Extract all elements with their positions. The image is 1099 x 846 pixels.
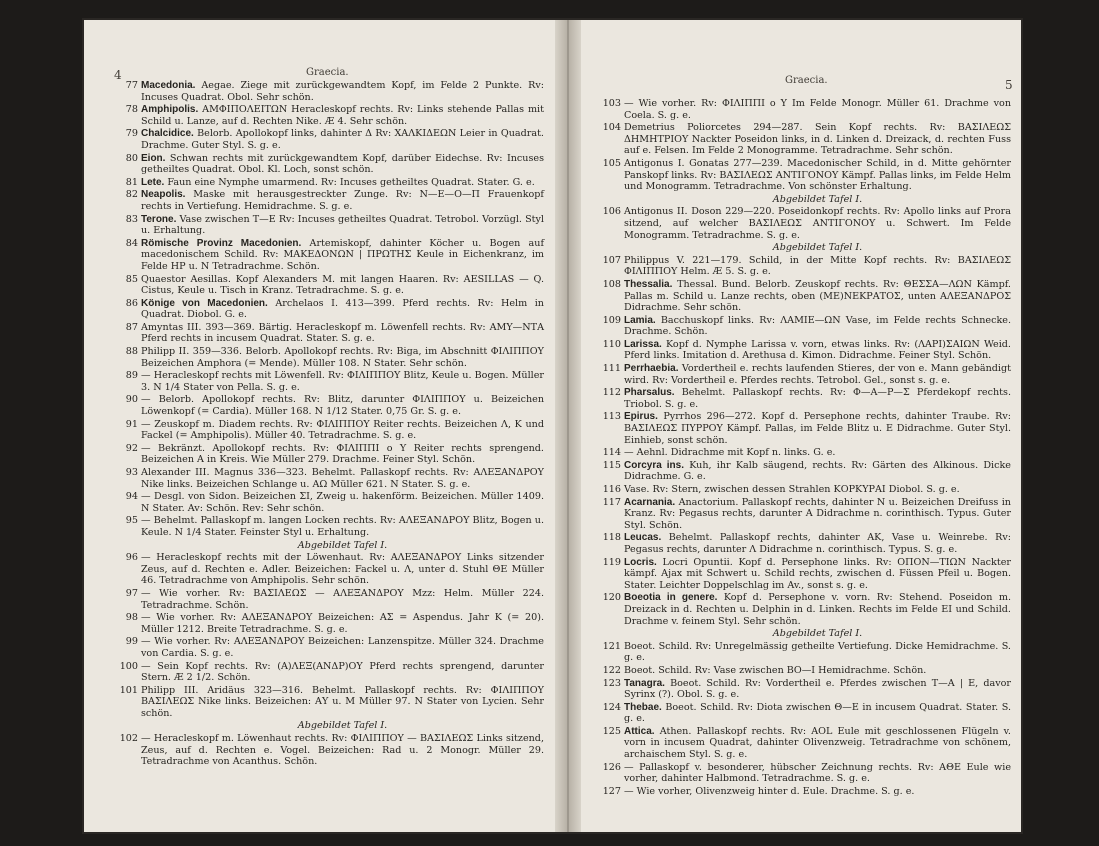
entry-number: 89 xyxy=(125,370,138,382)
catalog-entry xyxy=(597,532,1011,555)
catalog-entry xyxy=(114,443,544,466)
entry-description xyxy=(141,322,544,345)
entry-description xyxy=(141,274,544,297)
catalog-entry xyxy=(597,158,1011,193)
catalog-entry xyxy=(597,279,1011,314)
catalog-entry xyxy=(597,255,1011,278)
entry-heading: Chalcidice. xyxy=(141,128,194,140)
entry-number: 109 xyxy=(602,314,621,326)
entry-number: 93 xyxy=(125,467,138,478)
entry-number: 92 xyxy=(125,442,138,454)
entry-number: 94 xyxy=(125,491,138,503)
entry-number: 123 xyxy=(602,677,621,689)
page-number: 4 xyxy=(114,68,122,82)
catalog-entry xyxy=(597,315,1011,338)
left-page xyxy=(84,20,555,832)
entry-number: 108 xyxy=(602,278,621,290)
catalog-entry xyxy=(114,612,544,635)
entry-text: Pyrrhos 296—272. Kopf d. Persephone rechts, dahinter Traube. Rv: ΒΑΣΙΛΕΩΣ ΠΥΡΡΟΥ Kämpf. Pallas, im Felde Blitz u. E Didrachme. Guter Styl. Einhieb, sonst schön. xyxy=(624,411,1011,446)
catalog-entry xyxy=(114,370,544,393)
catalog-entry xyxy=(597,726,1011,761)
catalog-entry xyxy=(114,588,544,611)
entry-description xyxy=(624,641,1011,664)
catalog-entry xyxy=(114,636,544,659)
entry-text: Athen. Pallaskopf rechts. Rv: AOL Eule mit geschlossenen Flügeln v. vorn in incusem Quadrat, dahinter Olivenzweig. Tetradrachme von schönem, archaischem Styl. S. g. e. xyxy=(624,725,1011,761)
entry-description xyxy=(624,387,1011,410)
entry-description xyxy=(141,128,544,151)
entry-heading: Boeotia in genere. xyxy=(624,592,718,604)
entry-number: 98 xyxy=(125,612,138,624)
entry-number: 112 xyxy=(602,387,621,399)
catalog-entry xyxy=(114,274,544,297)
entry-text: Boeot. Schild. Rv: Diota zwischen Θ—Ε in incusem Quadrat. Stater. S. g. e. xyxy=(624,701,1011,725)
entry-text: Archelaos I. 413—399. Pferd rechts. Rv: Helm in Quadrat. Diobol. G. e. xyxy=(141,297,544,321)
entry-heading: Epirus. xyxy=(624,411,658,423)
catalog-entry xyxy=(597,557,1011,592)
entry-number: 126 xyxy=(602,761,621,773)
entry-description xyxy=(141,177,544,189)
catalog-entry xyxy=(597,702,1011,725)
entry-text: Vase. Rv: Stern, zwischen dessen Strahlen ΚΟΡΚΥΡΑΙ Diobol. S. g. e. xyxy=(624,484,960,495)
entry-number: 96 xyxy=(125,552,138,564)
entry-number: 120 xyxy=(602,592,621,604)
plate-caption: Abgebildet Tafel I. xyxy=(772,628,863,640)
catalog-entry xyxy=(597,206,1011,241)
entry-description xyxy=(624,255,1011,278)
entry-number: 91 xyxy=(125,418,138,430)
entry-number: 115 xyxy=(602,459,621,471)
entry-number: 78 xyxy=(125,104,138,116)
plate-caption: Abgebildet Tafel I. xyxy=(772,242,863,254)
entry-description xyxy=(141,189,544,212)
catalog-entry xyxy=(597,497,1011,532)
entry-description xyxy=(141,238,544,273)
entry-text: Vase zwischen T—E Rv: Incuses getheiltes Quadrat. Tetrobol. Vorzügl. Styl u. Erhaltung. xyxy=(141,213,544,237)
catalog-entry xyxy=(597,641,1011,664)
catalog-entry xyxy=(597,98,1011,121)
entry-description xyxy=(624,532,1011,555)
page-header: Graecia. xyxy=(306,67,349,78)
entry-description xyxy=(624,315,1011,338)
entry-description xyxy=(141,394,544,417)
entry-number: 102 xyxy=(119,733,138,745)
entry-text: Maske mit herausgestreckter Zunge. Rv: N—E—O—Π Frauenkopf rechts in Vertiefung. Hemidrachme. S. g. e. xyxy=(141,189,544,212)
catalog-entry xyxy=(114,685,544,720)
entry-number: 79 xyxy=(125,128,138,140)
entry-description xyxy=(141,104,544,127)
entry-description xyxy=(624,678,1011,701)
entry-number: 122 xyxy=(602,664,621,676)
entry-description xyxy=(624,484,1011,496)
catalog-entry xyxy=(114,394,544,417)
entry-description xyxy=(624,497,1011,532)
entry-description xyxy=(141,419,544,442)
catalog-entry xyxy=(597,460,1011,483)
entry-description xyxy=(624,98,1011,121)
entry-number: 81 xyxy=(125,176,138,188)
entry-heading: Thebae. xyxy=(624,701,662,713)
entry-description xyxy=(141,491,544,514)
entry-number: 101 xyxy=(119,684,138,696)
entry-description xyxy=(141,733,544,768)
entry-number: 125 xyxy=(602,725,621,737)
entry-text: — Sein Kopf rechts. Rv: (Α)ΛΕΞ(ΑΝΔΡ)ΟΥ Pferd rechts sprengend, darunter Stern. Æ 2 1/2. Schön. xyxy=(141,660,544,684)
entry-text: Boeot. Schild. Rv: Unregelmässig getheilte Vertiefung. Dicke Hemidrachme. S. g. e. xyxy=(624,640,1011,664)
catalog-entry xyxy=(114,491,544,514)
entry-number: 113 xyxy=(602,411,621,423)
entry-text: Locri Opuntii. Kopf d. Persephone links. Rv: ΟΠΟΝ—ΤΙΩΝ Nackter kämpf. Ajax mit Schwert u. Schild rechts, zwischen d. Füssen Pfeil u. Bogen. Stater. Leichter Doppelschlag im Av., sonst s. g. e. xyxy=(624,556,1011,591)
entry-text: — Wie vorher. Rv: ΒΑΣΙΛΕΩΣ — ΑΛΕΞΑΝΔΡΟΥ Mzz: Helm. Müller 224. Tetradrachme. Schön. xyxy=(141,587,544,611)
entry-description xyxy=(141,467,544,490)
entry-heading: Macedonia. xyxy=(141,80,196,91)
entry-text: Kopf d. Persephone v. vorn. Rv: Stehend. Poseidon m. Dreizack in d. Rechten u. Delphin in d. Linken. Rechts im Felde ΕΙ und Schild. Drachme v. feinem Styl. Sehr schön. xyxy=(624,592,1011,627)
entry-description xyxy=(141,685,544,720)
entry-text: Boeot. Schild. Rv: Vordertheil e. Pferdes zwischen T—A | E, davor Syrinx (?). Obol. S. g. e. xyxy=(624,677,1011,701)
catalog-entry xyxy=(114,238,544,273)
entry-number: 117 xyxy=(602,496,621,508)
entry-description xyxy=(624,460,1011,483)
entry-heading: Corcyra ins. xyxy=(624,459,684,471)
catalog-entry xyxy=(114,189,544,212)
entry-text: Philipp III. Aridäus 323—316. Behelmt. Pallaskopf rechts. Rv: ΦΙΛΙΠΠΟΥ ΒΑΣΙΛΕΩΣ Nike links. Beizeichen: ΑΥ u. M Müller 97. N Stater von Lycien. Sehr schön. xyxy=(141,684,544,719)
page-number: 5 xyxy=(1005,78,1013,92)
entry-description xyxy=(624,592,1011,627)
catalog-entry xyxy=(114,552,544,587)
entry-description xyxy=(624,762,1011,785)
entry-description xyxy=(141,661,544,684)
entry-text: Schwan rechts mit zurückgewandtem Kopf, darüber Eidechse. Rv: Incuses getheiltes Quadrat. Obol. Kl. Loch, sonst schön. xyxy=(141,152,544,176)
right-page xyxy=(581,20,1021,832)
entry-text: Artemiskopf, dahinter Köcher u. Bogen auf macedonischem Schild. Rv: ΜΑΚΕΔΟΝΩΝ | ΠΡΩΤΗΣ Keule in Eichenkranz, im Felde ΗΡ u. N Tetradrachme. Schön. xyxy=(141,237,544,272)
entry-number: 88 xyxy=(125,346,138,358)
entry-heading: Könige von Macedonien. xyxy=(141,297,268,309)
catalog-entry xyxy=(114,298,544,321)
entry-text: Philipp II. 359—336. Belorb. Apollokopf rechts. Rv: Biga, im Abschnitt ΦΙΛΙΠΠΟΥ Beizeichen Amphora (= Mende). Müller 108. N Stater. Sehr schön. xyxy=(141,346,544,369)
entry-text: Alexander III. Magnus 336—323. Behelmt. Pallaskopf rechts. Rv: ΑΛΕΞΑΝΔΡΟΥ Nike links. Beizeichen Schlange u. ΑΩ Müller 621. N Stater. S. g. e. xyxy=(141,467,544,490)
entry-number: 104 xyxy=(602,122,621,134)
catalog-entry xyxy=(597,411,1011,446)
entry-heading: Römische Provinz Macedonien. xyxy=(141,237,302,249)
entry-heading: Lete. xyxy=(141,176,165,188)
catalog-entry xyxy=(114,515,544,538)
page-header: Graecia. xyxy=(785,75,828,86)
entry-text: Quaestor Aesillas. Kopf Alexanders M. mit langen Haaren. Rv: AESILLAS — Q. Cistus, Keule u. Tisch in Kranz. Tetradrachme. S. g. e. xyxy=(141,273,544,297)
entry-number: 77 xyxy=(125,80,138,91)
entry-text: Amyntas III. 393—369. Bärtig. Heracleskopf m. Löwenfell rechts. Rv: ΑΜΥ—ΝΤΑ Pferd rechts in incusem Quadrat. Stater. S. g. e. xyxy=(141,321,544,345)
catalog-entry xyxy=(114,733,544,768)
entry-number: 95 xyxy=(125,515,138,527)
entry-number: 83 xyxy=(125,213,138,225)
entry-number: 86 xyxy=(125,297,138,309)
entry-text: Demetrius Poliorcetes 294—287. Sein Kopf rechts. Rv: ΒΑΣΙΛΕΩΣ ΔΗΜΗΤΡΙΟΥ Nackter Poseidon links, in d. Linken d. Dreizack, d. rechten Fuss auf e. Felsen. Im Felde 2 Monogramme. Tetradrachme. Sehr schön. xyxy=(624,122,1011,157)
entry-description xyxy=(141,443,544,466)
entry-heading: Larissa. xyxy=(624,338,662,350)
entry-description xyxy=(141,552,544,587)
entry-number: 106 xyxy=(602,206,621,218)
catalog-entry xyxy=(114,214,544,237)
catalog-entry xyxy=(114,153,544,176)
entry-description xyxy=(624,665,1011,677)
catalog-entry xyxy=(114,346,544,369)
catalog-entry xyxy=(597,678,1011,701)
catalog-entry xyxy=(597,339,1011,362)
catalog-entry xyxy=(114,419,544,442)
entry-heading: Amphipolis. xyxy=(141,104,199,116)
entry-number: 119 xyxy=(602,556,621,568)
entry-text: — Heracleskopf m. Löwenhaut rechts. Rv: ΦΙΛΙΠΠΟΥ — ΒΑΣΙΛΕΩΣ Links sitzend, Zeus, auf d. Rechten e. Vogel. Beizeichen: Rad u. 2 Monogr. Müller 29. Tetradrachme von Acanthus. Schön. xyxy=(141,733,544,768)
catalog-entry xyxy=(597,387,1011,410)
entry-number: 99 xyxy=(125,636,138,648)
catalog-entry xyxy=(114,80,544,103)
entry-description xyxy=(141,612,544,635)
entry-description xyxy=(624,122,1011,157)
entry-number: 127 xyxy=(602,785,621,797)
entry-heading: Eion. xyxy=(141,152,166,164)
entry-list xyxy=(114,80,544,769)
entry-number: 103 xyxy=(602,98,621,109)
entry-description xyxy=(624,158,1011,193)
entry-text: — Wie vorher, Olivenzweig hinter d. Eule. Drachme. S. g. e. xyxy=(624,785,915,797)
entry-description xyxy=(624,339,1011,362)
entry-description xyxy=(624,411,1011,446)
catalog-entry xyxy=(114,104,544,127)
entry-description xyxy=(141,346,544,369)
catalog-entry xyxy=(597,762,1011,785)
entry-text: Behelmt. Pallaskopf rechts, dahinter AK, Vase u. Weinrebe. Rv: Pegasus rechts, darunter Λ Didrachme n. corinthisch. Typus. S. g. e. xyxy=(624,532,1011,555)
entry-description xyxy=(624,363,1011,386)
entry-heading: Attica. xyxy=(624,725,655,737)
entry-description xyxy=(624,702,1011,725)
entry-text: ΑΜΦΙΠΟΛΕΙΤΩΝ Heracleskopf rechts. Rv: Links stehende Pallas mit Schild u. Lanze, auf d. Rechten Nike. Æ 4. Sehr schön. xyxy=(141,104,544,127)
entry-text: Boeot. Schild. Rv: Vase zwischen ΒΟ—Ι Hemidrachme. Schön. xyxy=(624,664,927,676)
entry-description xyxy=(141,214,544,237)
entry-text: Kuh, ihr Kalb säugend, rechts. Rv: Gärten des Alkinous. Dicke Didrachme. G. e. xyxy=(624,459,1011,483)
entry-list xyxy=(597,98,1011,798)
entry-text: — Wie vorher. Rv: ΑΛΕΞΑΝΔΡΟΥ Beizeichen: Lanzenspitze. Müller 324. Drachme von Cardia. S. g. e. xyxy=(141,636,544,659)
entry-description xyxy=(624,206,1011,241)
catalog-entry xyxy=(597,447,1011,459)
entry-description xyxy=(624,786,1011,798)
plate-caption: Abgebildet Tafel I. xyxy=(297,539,388,551)
entry-number: 121 xyxy=(602,640,621,652)
entry-text: Philippus V. 221—179. Schild, in der Mitte Kopf rechts. Rv: ΒΑΣΙΛΕΩΣ ΦΙΛΙΠΠΟΥ Helm. Æ 5. S. g. e. xyxy=(624,254,1011,278)
entry-heading: Locris. xyxy=(624,556,657,568)
entry-description xyxy=(141,515,544,538)
entry-heading: Acarnania. xyxy=(624,496,676,508)
catalog-entry xyxy=(597,592,1011,627)
entry-description xyxy=(624,279,1011,314)
entry-heading: Perrhaebia. xyxy=(624,363,679,375)
book-spread xyxy=(84,20,1021,832)
entry-number: 111 xyxy=(602,363,621,375)
entry-number: 97 xyxy=(125,587,138,599)
entry-heading: Thessalia. xyxy=(624,278,673,290)
entry-text: Kopf d. Nymphe Larissa v. vorn, etwas links. Rv: (ΛΑΡΙ)ΣΑΙΩΝ Weid. Pferd links. Imitation d. Arethusa d. Kimon. Didrachme. Feiner Styl. Schön. xyxy=(624,338,1011,362)
plate-caption: Abgebildet Tafel I. xyxy=(772,193,863,205)
entry-text: — Bekränzt. Apollokopf rechts. Rv: ΦΙΛΙΠΠΙ ο Υ Reiter rechts sprengend. Beizeichen A in Kreis. Wie Müller 279. Drachme. Feiner Styl. Schön. xyxy=(141,442,544,466)
entry-number: 105 xyxy=(602,157,621,169)
entry-description xyxy=(141,588,544,611)
entry-number: 118 xyxy=(602,532,621,544)
plate-caption: Abgebildet Tafel I. xyxy=(297,720,388,732)
entry-text: Belorb. Apollokopf links, dahinter Δ Rv: ΧΑΛΚΙΔΕΩΝ Leier in Quadrat. Drachme. Guter Styl. S. g. e. xyxy=(141,128,544,151)
entry-description xyxy=(624,447,1011,459)
entry-number: 100 xyxy=(119,660,138,672)
entry-description xyxy=(141,80,544,103)
catalog-entry xyxy=(597,786,1011,798)
entry-text: — Heracleskopf rechts mit Löwenfell. Rv: ΦΙΛΙΠΠΟΥ Blitz, Keule u. Bogen. Müller 3. N 1/4 Stater von Pella. S. g. e. xyxy=(141,370,544,393)
entry-text: Antigonus II. Doson 229—220. Poseidonkopf rechts. Rv: Apollo links auf Prora sitzend, auf welcher ΒΑΣΙΛΕΩΣ ΑΝΤΙΓΟΝΟΥ u. Schwert. Im Felde Monogramm. Tetradrachme. S. g. e. xyxy=(624,206,1011,241)
entry-description xyxy=(141,370,544,393)
entry-heading: Terone. xyxy=(141,213,177,225)
catalog-entry xyxy=(114,661,544,684)
catalog-entry xyxy=(597,665,1011,677)
entry-text: Aegae. Ziege mit zurückgewandtem Kopf, im Felde 2 Punkte. Rv: Incuses Quadrat. Obol. Sehr schön. xyxy=(141,80,544,103)
entry-number: 80 xyxy=(125,152,138,164)
entry-description xyxy=(624,557,1011,592)
entry-text: — Belorb. Apollokopf rechts. Rv: Blitz, darunter ΦΙΛΙΠΠΟΥ u. Beizeichen Löwenkopf (= Cardia). Müller 168. N 1/12 Stater. 0,75 Gr. S. g. e. xyxy=(141,394,544,418)
entry-heading: Leucas. xyxy=(624,532,662,544)
entry-heading: Tanagra. xyxy=(624,677,665,689)
entry-text: — Wie vorher. Rv: ΑΛΕΞΑΝΔΡΟΥ Beizeichen: ΑΣ = Aspendus. Jahr K (= 20). Müller 1212. Breite Tetradrachme. S. g. e. xyxy=(141,612,544,635)
entry-heading: Lamia. xyxy=(624,314,656,326)
entry-number: 124 xyxy=(602,701,621,713)
entry-description xyxy=(141,153,544,176)
entry-description xyxy=(624,726,1011,761)
catalog-entry xyxy=(114,467,544,490)
catalog-entry xyxy=(114,128,544,151)
catalog-entry xyxy=(114,322,544,345)
entry-text: — Behelmt. Pallaskopf m. langen Locken rechts. Rv: ΑΛΕΞΑΝΔΡΟΥ Blitz, Bogen u. Keule. N 1/4 Stater. Feinster Styl u. Erhaltung. xyxy=(141,515,544,538)
entry-text: — Zeuskopf m. Diadem rechts. Rv: ΦΙΛΙΠΠΟΥ Reiter rechts. Beizeichen Λ, K und Fackel (= Amphipolis). Müller 40. Tetradrachme. S. g. e. xyxy=(141,418,544,442)
catalog-entry xyxy=(114,177,544,189)
entry-number: 110 xyxy=(602,338,621,350)
entry-number: 116 xyxy=(602,484,621,495)
entry-number: 84 xyxy=(125,237,138,249)
entry-number: 107 xyxy=(602,254,621,266)
entry-heading: Neapolis. xyxy=(141,189,186,201)
entry-text: Bacchuskopf links. Rv: ΛΑΜΙΕ—ΩΝ Vase, im Felde rechts Schnecke. Drachme. Schön. xyxy=(624,314,1011,338)
entry-number: 85 xyxy=(125,273,138,285)
catalog-entry xyxy=(597,484,1011,496)
entry-text: Behelmt. Pallaskopf rechts. Rv: Φ—Α—Ρ—Σ Pferdekopf rechts. Triobol. S. g. e. xyxy=(624,387,1011,410)
entry-text: — Aehnl. Didrachme mit Kopf n. links. G. e. xyxy=(624,447,836,459)
entry-text: — Wie vorher. Rv: ΦΙΛΙΠΠΙ ο Υ Im Felde Monogr. Müller 61. Drachme von Coela. S. g. e. xyxy=(624,98,1011,121)
entry-text: Vordertheil e. rechts laufenden Stieres, der von e. Mann gebändigt wird. Rv: Vordertheil e. Pferdes rechts. Tetrobol. Gel., sonst s. g. e. xyxy=(624,363,1011,386)
entry-number: 90 xyxy=(125,394,138,406)
entry-number: 82 xyxy=(125,189,138,201)
entry-text: — Pallaskopf v. besonderer, hübscher Zeichnung rechts. Rv: ΑΘΕ Eule wie vorher, dahinter Halbmond. Tetradrachme. S. g. e. xyxy=(624,761,1011,785)
catalog-entry xyxy=(597,363,1011,386)
entry-number: 114 xyxy=(602,447,621,459)
entry-text: — Desgl. von Sidon. Beizeichen ΣΙ, Zweig u. hakenförm. Beizeichen. Müller 1409. N Stater. Av: Schön. Rev: Sehr schön. xyxy=(141,491,544,514)
entry-heading: Pharsalus. xyxy=(624,387,675,399)
catalog-entry xyxy=(597,122,1011,157)
entry-text: Thessal. Bund. Belorb. Zeuskopf rechts. Rv: ΘΕΣΣΑ—ΛΩΝ Kämpf. Pallas m. Schild u. Lanze rechts, oben (ΜΕ)ΝΕΚΡΑΤΟΣ, unten ΑΛΕΞΑΝΔΡΟΣ Didrachme. Sehr schön. xyxy=(624,278,1011,314)
entry-text: Antigonus I. Gonatas 277—239. Macedonischer Schild, in d. Mitte gehörnter Panskopf links. Rv: ΒΑΣΙΛΕΩΣ ΑΝΤΙΓΟΝΟΥ Kämpf. Pallas links, im Felde Helm und Monogramm. Tetradrachme. Von schönster Erhaltung. xyxy=(624,157,1011,193)
entry-description xyxy=(141,298,544,321)
book-gutter xyxy=(555,20,581,832)
entry-text: Faun eine Nymphe umarmend. Rv: Incuses getheiltes Quadrat. Stater. G. e. xyxy=(167,176,535,188)
entry-text: — Heracleskopf rechts mit der Löwenhaut. Rv: ΑΛΕΞΑΝΔΡΟΥ Links sitzender Zeus, auf d. Rechten e. Adler. Beizeichen: Fackel u. Λ, unter d. Stuhl ΘΕ Müller 46. Tetradrachme von Amphipolis. Sehr schön. xyxy=(141,552,544,587)
entry-text: Anactorium. Pallaskopf rechts, dahinter N u. Beizeichen Dreifuss in Kranz. Rv: Pegasus rechts, darunter A Didrachme n. corinthisch. Typus. Guter Styl. Schön. xyxy=(624,496,1011,531)
entry-number: 87 xyxy=(125,321,138,333)
entry-description xyxy=(141,636,544,659)
